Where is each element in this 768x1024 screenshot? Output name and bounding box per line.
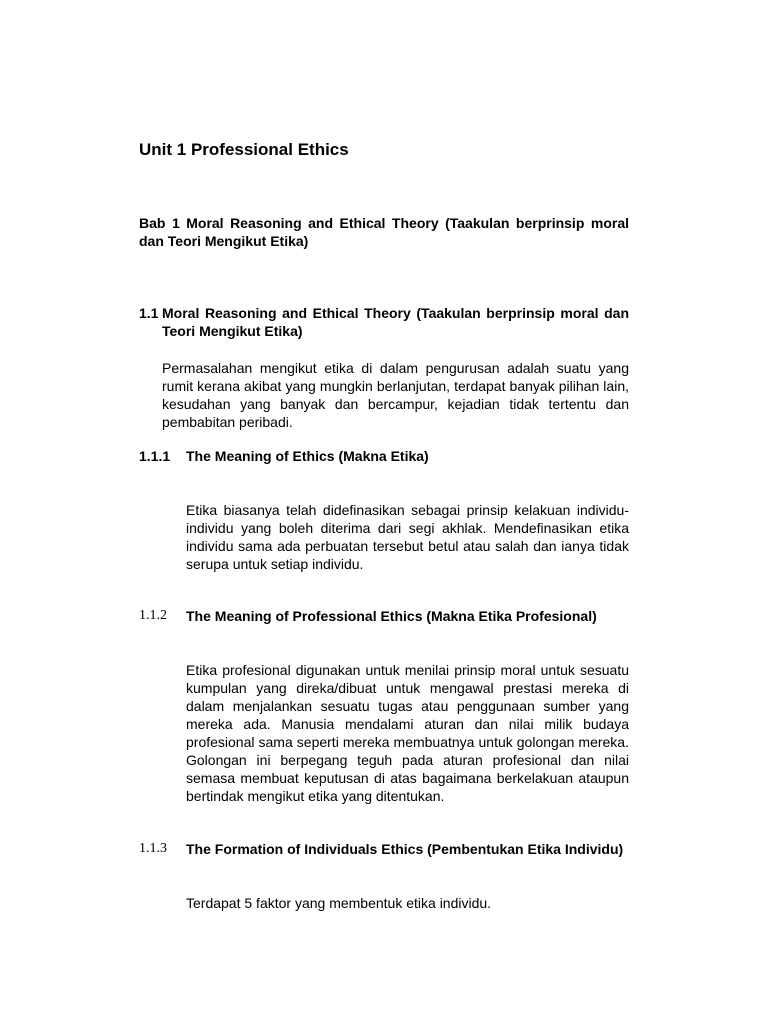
section-heading-1-1 xyxy=(139,304,629,340)
section-number: 1.1.3 xyxy=(139,841,167,856)
unit-title: Unit 1 Professional Ethics xyxy=(139,140,349,159)
section-heading-1-1-2 xyxy=(139,607,629,625)
section-body-1-1: Permasalahan mengikut etika di dalam pengurusan adalah suatu yang rumit kerana akibat yang mungkin berlanjutan, terdapat banyak pilihan lain, kesudahan yang banyak dan bercampur, kejadian tidak tertentu dan pembabitan peribadi. xyxy=(162,360,629,430)
section-heading-1-1-3 xyxy=(139,840,629,858)
section-body-1-1-2: Etika profesional digunakan untuk menilai prinsip moral untuk sesuatu kumpulan yang direka/dibuat untuk mengawal prestasi mereka di dalam menjalankan sesuatu tugas atau penggunaan sumber yang mereka ada. Manusia mendalami aturan dan nilai milik budaya profesional sama seperti mereka membuatnya untuk golongan mereka. Golongan ini berpegang teguh pada aturan profesional dan nilai semasa membuat keputusan di atas bagaimana berkelakuan ataupun bertindak mengikut etika yang ditentukan. xyxy=(186,662,629,804)
chapter-title: Bab 1 Moral Reasoning and Ethical Theory (Taakulan berprinsip moral dan Teori Mengikut Etika) xyxy=(139,215,629,249)
section-title: The Formation of Individuals Ethics (Pembentukan Etika Individu) xyxy=(186,841,624,857)
section-number: 1.1.1 xyxy=(139,448,171,464)
section-title: Moral Reasoning and Ethical Theory (Taakulan berprinsip moral dan Teori Mengikut Etika) xyxy=(162,305,629,339)
section-title: The Meaning of Ethics (Makna Etika) xyxy=(186,448,429,464)
section-number: 1.1 xyxy=(139,305,159,321)
section-heading-1-1-1 xyxy=(139,447,629,465)
section-body-1-1-1: Etika biasanya telah didefinasikan sebagai prinsip kelakuan individu-individu yang boleh diterima dari segi akhlak. Mendefinasikan etika individu sama ada perbuatan tersebut betul atau salah dan ianya tidak serupa untuk setiap individu. xyxy=(186,502,629,572)
section-number: 1.1.2 xyxy=(139,608,167,623)
section-title: The Meaning of Professional Ethics (Makna Etika Profesional) xyxy=(186,608,597,624)
section-body-1-1-3: Terdapat 5 faktor yang membentuk etika individu. xyxy=(186,895,492,911)
